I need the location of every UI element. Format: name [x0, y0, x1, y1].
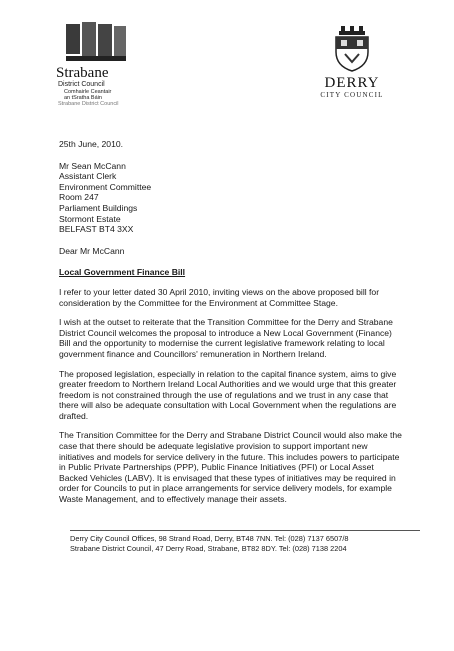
strabane-logo-name: Strabane: [56, 65, 109, 81]
letter-paragraph: The Transition Committee for the Derry and Strabane District Council would also make the case that there should be adequate legislative provision to support important new initiatives and models for service delivery in the future. This includes powers to participate in Public Private Partnerships (PPP), Public Finance Initiatives (PFI) or Local Asset Backed Vehicles (LABV). It is envisaged that these types of initiatives may be required in order for Councils to put in place arrangements for service delivery models, for example Waste Management, and to effectively manage their assets.: [59, 430, 402, 505]
strabane-logo-line1: District Council: [58, 81, 105, 88]
strabane-council-logo: [56, 22, 148, 108]
address-line: Stormont Estate: [59, 213, 121, 224]
address-line: Assistant Clerk: [59, 171, 117, 182]
letter-footer: [70, 530, 420, 554]
derry-council-logo: [312, 26, 392, 99]
address-line: Room 247: [59, 192, 99, 203]
strabane-logo-line4: Strabane District Council: [58, 101, 119, 107]
strabane-logo-line3: an tSratha Báin: [64, 95, 102, 101]
address-line: BELFAST BT4 3XX: [59, 224, 134, 235]
strabane-logo-line2: Comhairle Ceantair: [64, 89, 112, 95]
footer-derry-address: Derry City Council Offices, 98 Strand Road, Derry, BT48 7NN. Tel: (028) 7137 6507/8: [70, 534, 349, 543]
derry-logo-subtitle: CITY COUNCIL: [320, 91, 384, 99]
letter-subject: Local Government Finance Bill: [59, 267, 186, 278]
letter-date: 25th June, 2010.: [59, 139, 124, 149]
footer-strabane-address: Strabane District Council, 47 Derry Road, Strabane, BT82 8DY. Tel: (028) 7138 2204: [70, 544, 347, 553]
address-line: Mr Sean McCann: [59, 160, 126, 171]
strabane-emblem-icon: [66, 22, 126, 62]
letter-paragraph: The proposed legislation, especially in relation to the capital finance system, aims to give greater freedom to Northern Ireland Local Authorities and we would urge that this greater freedom is not constrained through the use of regulations and we trust in any case that there will also be adequate consultation with Local Government when the regulations are drafted.: [59, 368, 397, 421]
derry-logo-name: DERRY: [324, 75, 380, 91]
derry-crest-icon: [333, 26, 371, 72]
salutation: Dear Mr McCann: [59, 245, 125, 256]
letter-paragraph: I wish at the outset to reiterate that the Transition Committee for the Derry and Strabane District Council welcomes the proposal to introduce a New Local Government (Finance) Bill and the opportunity to modernise the current legislative framework relating to local government finance and Councillors' remuneration in Northern Ireland.: [59, 317, 393, 359]
address-line: Parliament Buildings: [59, 202, 138, 213]
letter-body: [59, 139, 404, 514]
letter-paragraph: I refer to your letter dated 30 April 2010, inviting views on the above proposed bill for consideration by the Committee for the Environment at Committee Stage.: [59, 286, 380, 308]
recipient-address: [59, 161, 404, 235]
address-line: Environment Committee: [59, 181, 152, 192]
